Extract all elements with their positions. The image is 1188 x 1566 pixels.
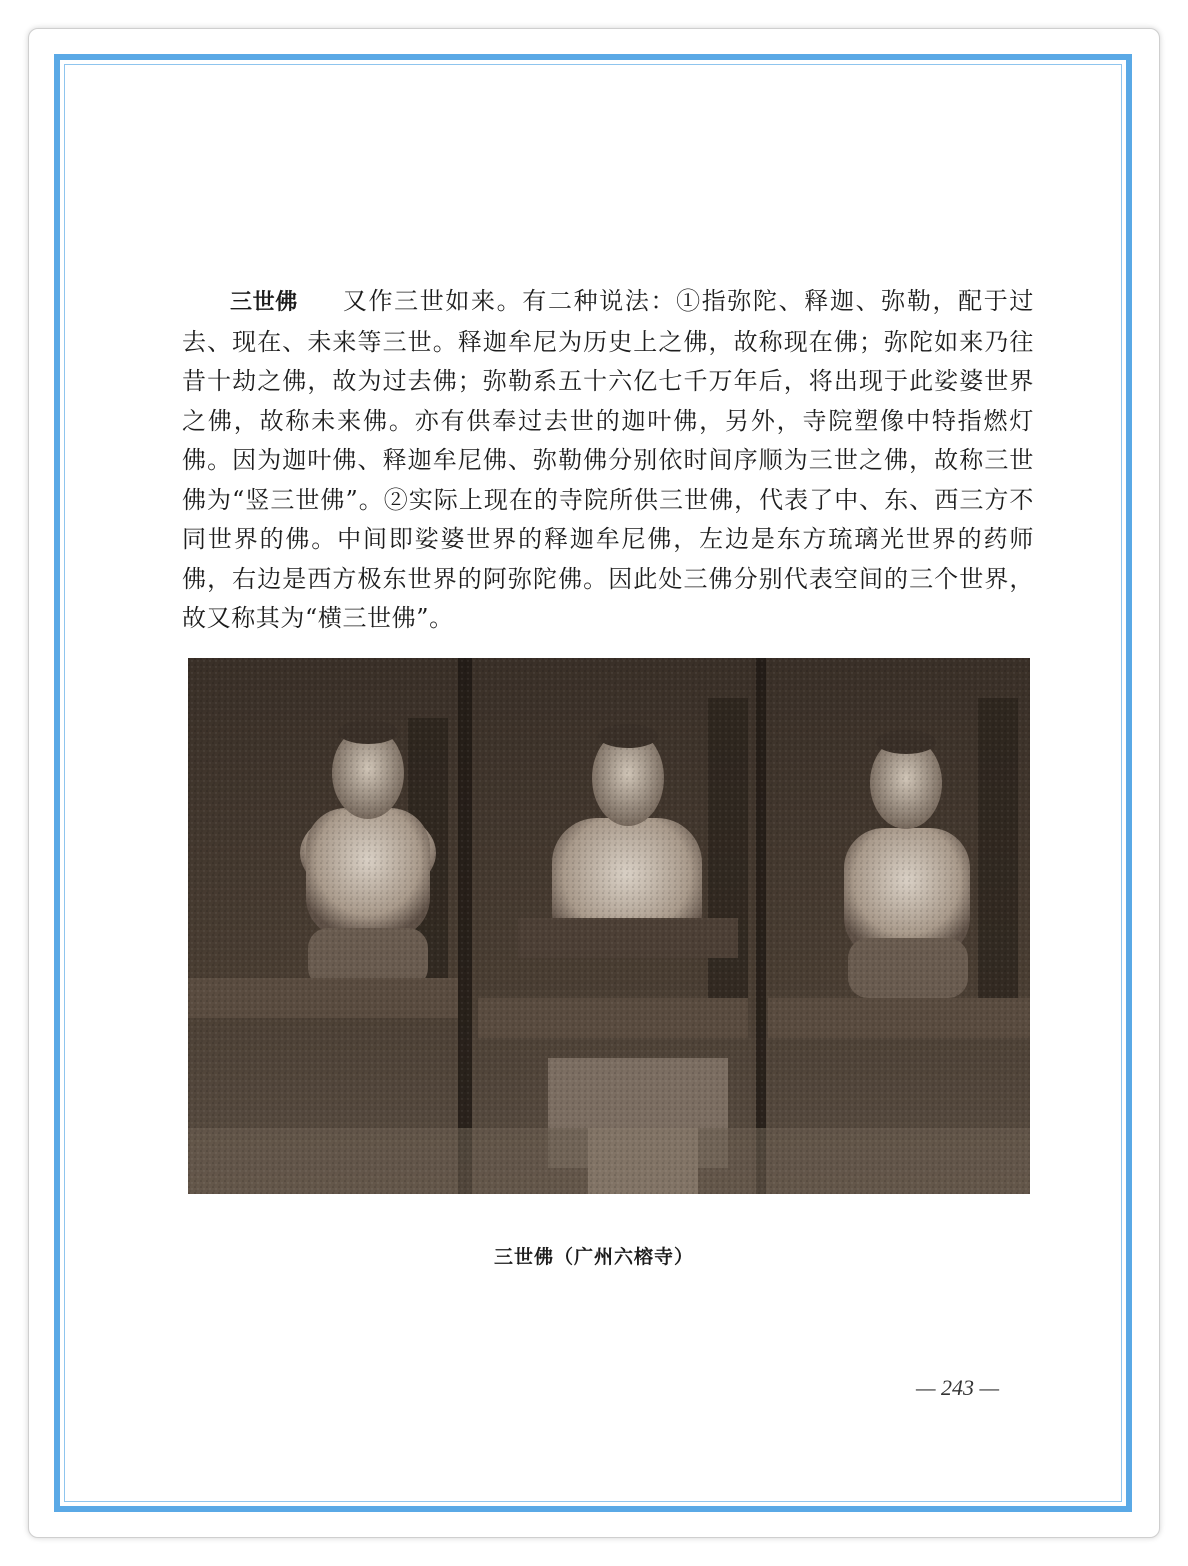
entry-body: 又作三世如来。有二种说法：①指弥陀、释迦、弥勒，配于过去、现在、未来等三世。释迦牟尼为历史上之佛，故称现在佛；弥陀如来乃往昔十劫之佛，故为过去佛；弥勒系五十六亿七千万年后，将出现于此娑婆世界之佛，故称未来佛。亦有供奉过去世的迦叶佛，另外，寺院塑像中特指燃灯佛。因为迦叶佛、释迦牟尼佛、弥勒佛分别依时间序顺为三世之佛，故称三世佛为“竖三世佛”。②实际上现在的寺院所供三世佛，代表了中、东、西三方不同世界的佛。中间即娑婆世界的释迦牟尼佛，左边是东方琉璃光世界的药师佛，右边是西方极东世界的阿弥陀佛。因此处三佛分别代表空间的三个世界，故又称其为“横三世佛”。 [182,287,1034,632]
figure-caption: 三世佛（广州六榕寺） [493,1246,694,1268]
photo-illustration [188,658,1030,1194]
entry-paragraph [182,282,1034,639]
entry-term: 三世佛 [230,290,298,315]
page-number: — 243 — [916,1375,1000,1400]
three-buddhas-photo [188,658,1030,1194]
